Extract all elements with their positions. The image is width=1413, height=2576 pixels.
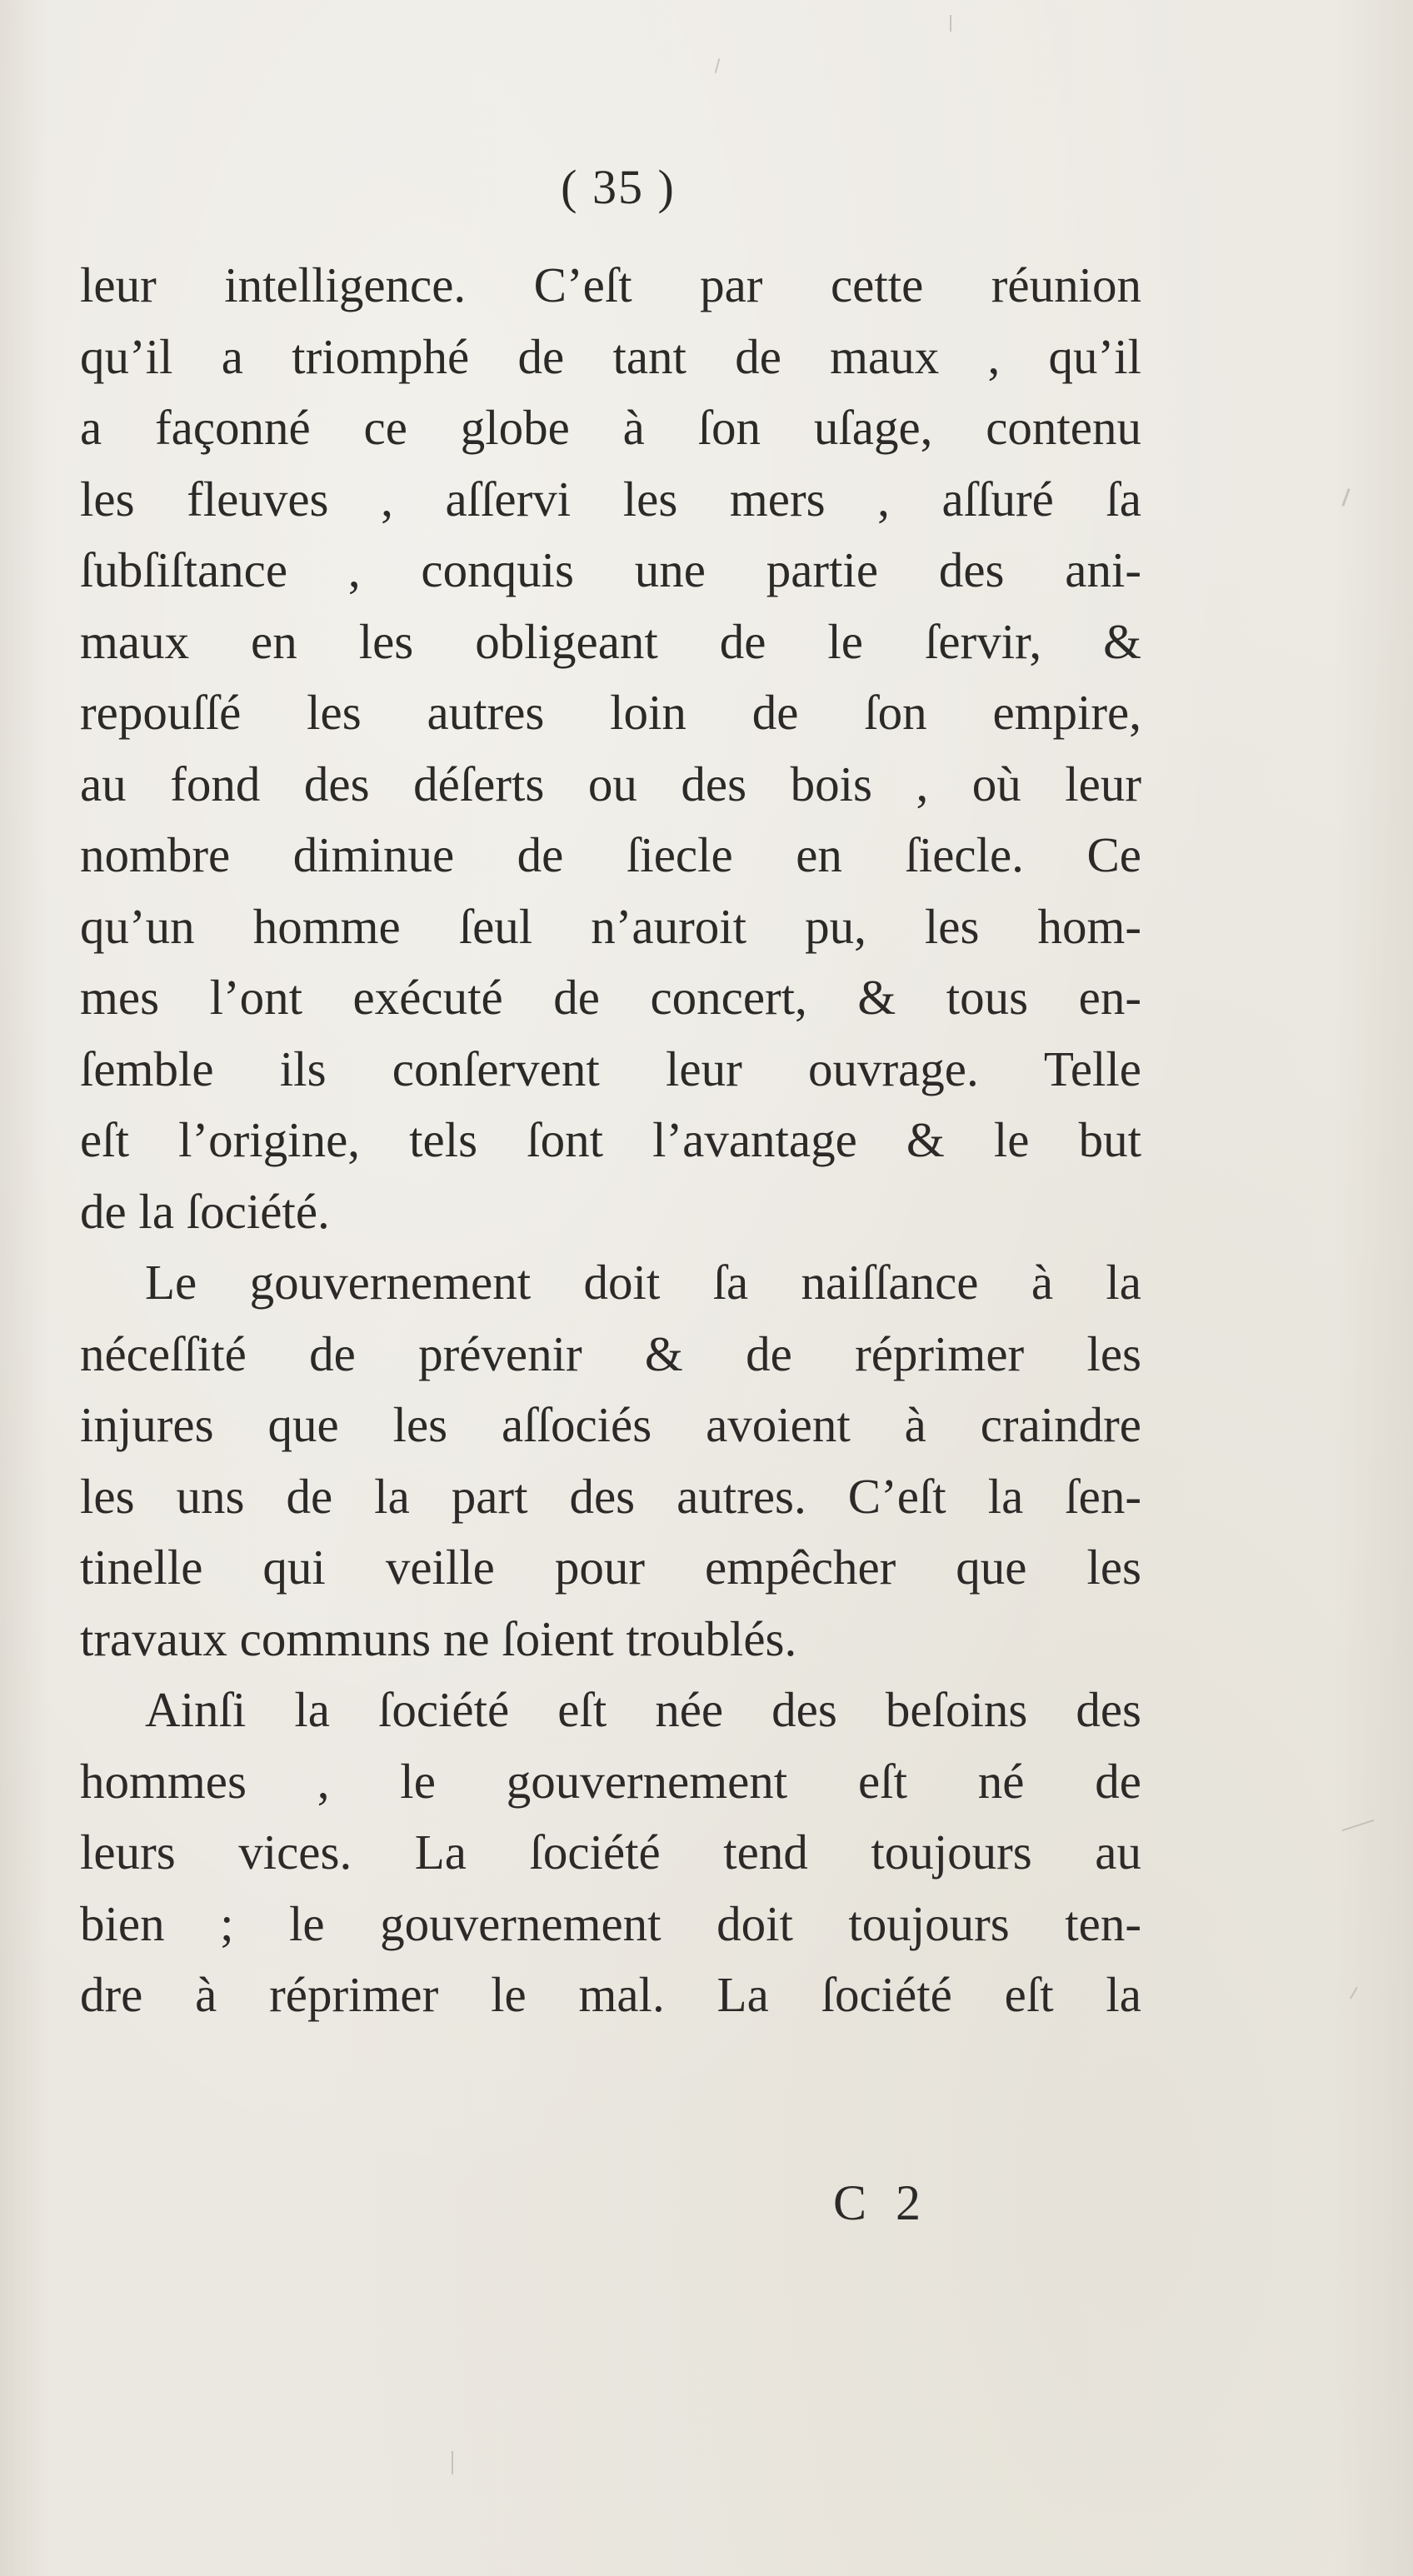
- body-text: [80, 250, 1141, 2031]
- paper-mark: [452, 2451, 453, 2474]
- text-line: tinelle qui veille pour empêcher que les: [80, 1540, 1141, 1595]
- paper-mark: [715, 58, 721, 73]
- text-line: a façonné ce globe à ſon uſage, contenu: [80, 400, 1141, 455]
- text-line: les uns de la part des autres. C’eſt la ſen-: [80, 1468, 1141, 1524]
- text-line: mes l’ont exécuté de concert, & tous en-: [80, 970, 1141, 1025]
- signature-mark: C 2: [833, 2175, 930, 2230]
- text-line: eſt l’origine, tels ſont l’avantage & le but: [80, 1112, 1141, 1167]
- text-line: ſubſiſtance , conquis une partie des ani-: [80, 542, 1141, 597]
- text-line: dre à réprimer le mal. La ſociété eſt la: [80, 1967, 1141, 2022]
- text-line: repouſſé les autres loin de ſon empire,: [80, 685, 1141, 740]
- text-line: Ainſi la ſociété eſt née des beſoins des: [145, 1682, 1141, 1737]
- text-line: nombre diminue de ſiecle en ſiecle. Ce: [80, 827, 1141, 882]
- paper-mark: [1342, 1820, 1375, 1831]
- text-line: au fond des déſerts ou des bois , où leur: [80, 756, 1141, 811]
- text-line: ſemble ils conſervent leur ouvrage. Telle: [80, 1041, 1141, 1096]
- paper-mark: [1350, 1987, 1358, 1999]
- text-line: leurs vices. La ſociété tend toujours au: [80, 1825, 1141, 1880]
- text-line: travaux communs ne ſoient troublés.: [80, 1610, 797, 1666]
- text-line: qu’un homme ſeul n’auroit pu, les hom-: [80, 898, 1141, 954]
- text-line: leur intelligence. C’eſt par cette réunion: [80, 257, 1141, 312]
- text-line: bien ; le gouvernement doit toujours ten-: [80, 1895, 1141, 1951]
- paper-mark: [1341, 488, 1350, 507]
- text-line: Le gouvernement doit ſa naiſſance à la: [145, 1255, 1141, 1310]
- page-number: ( 35 ): [561, 160, 676, 214]
- text-line: maux en les obligeant de le ſervir, &: [80, 613, 1141, 669]
- text-line: qu’il a triomphé de tant de maux , qu’il: [80, 328, 1141, 384]
- text-line: injures que les aſſociés avoient à craindre: [80, 1397, 1141, 1452]
- text-line: hommes , le gouvernement eſt né de: [80, 1753, 1141, 1809]
- text-line: néceſſité de prévenir & de réprimer les: [80, 1325, 1141, 1381]
- paper-mark: [950, 15, 951, 32]
- text-line: les fleuves , aſſervi les mers , aſſuré ſa: [80, 471, 1141, 527]
- text-line: de la ſociété.: [80, 1183, 330, 1239]
